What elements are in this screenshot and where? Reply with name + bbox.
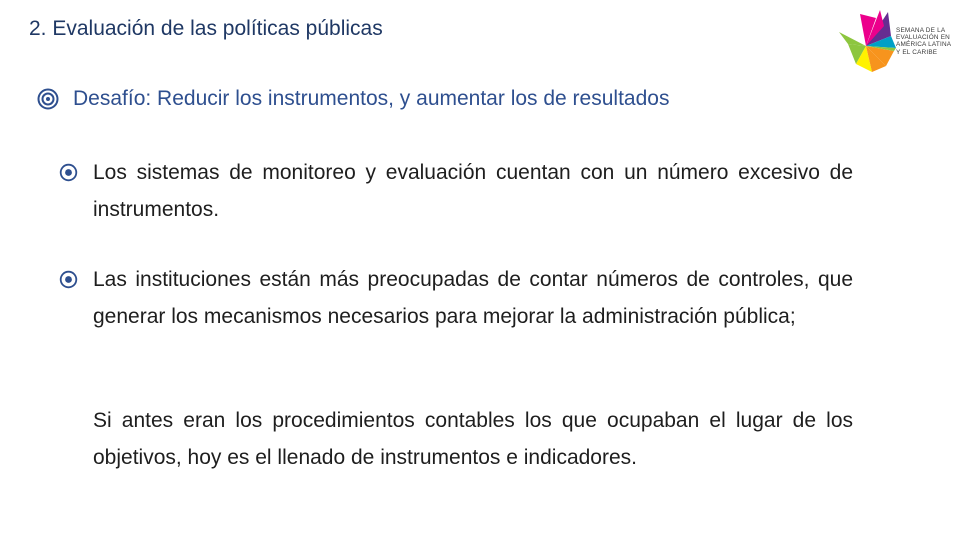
circled-dot-icon bbox=[59, 270, 78, 289]
bullet-point-text: Las instituciones están más preocupadas de contar números de controles, que generar los mecanismos necesarios para mejorar la administración pública; bbox=[93, 268, 853, 328]
paragraph-text: Si antes eran los procedimientos contables los que ocupaban el lugar de los objetivos, hoy es el llenado de instrumentos e indicadores. bbox=[93, 409, 853, 469]
paragraph bbox=[93, 402, 853, 476]
bullet-point bbox=[93, 261, 853, 335]
logo bbox=[836, 6, 954, 76]
bullet-point-text: Los sistemas de monitoreo y evaluación cuentan con un número excesivo de instrumentos. bbox=[93, 161, 853, 221]
challenge-text: Desafío: Reducir los instrumentos, y aumentar los de resultados bbox=[73, 87, 670, 110]
circled-dot-icon bbox=[59, 163, 78, 182]
target-ring-icon bbox=[37, 88, 59, 110]
challenge-heading bbox=[37, 87, 669, 111]
bullet-point bbox=[93, 154, 853, 228]
page-title: 2. Evaluación de las políticas públicas bbox=[29, 17, 383, 40]
logo-text: SEMANA DE LA EVALUACIÓN EN AMÉRICA LATINA Y EL CARIBE bbox=[896, 27, 952, 56]
